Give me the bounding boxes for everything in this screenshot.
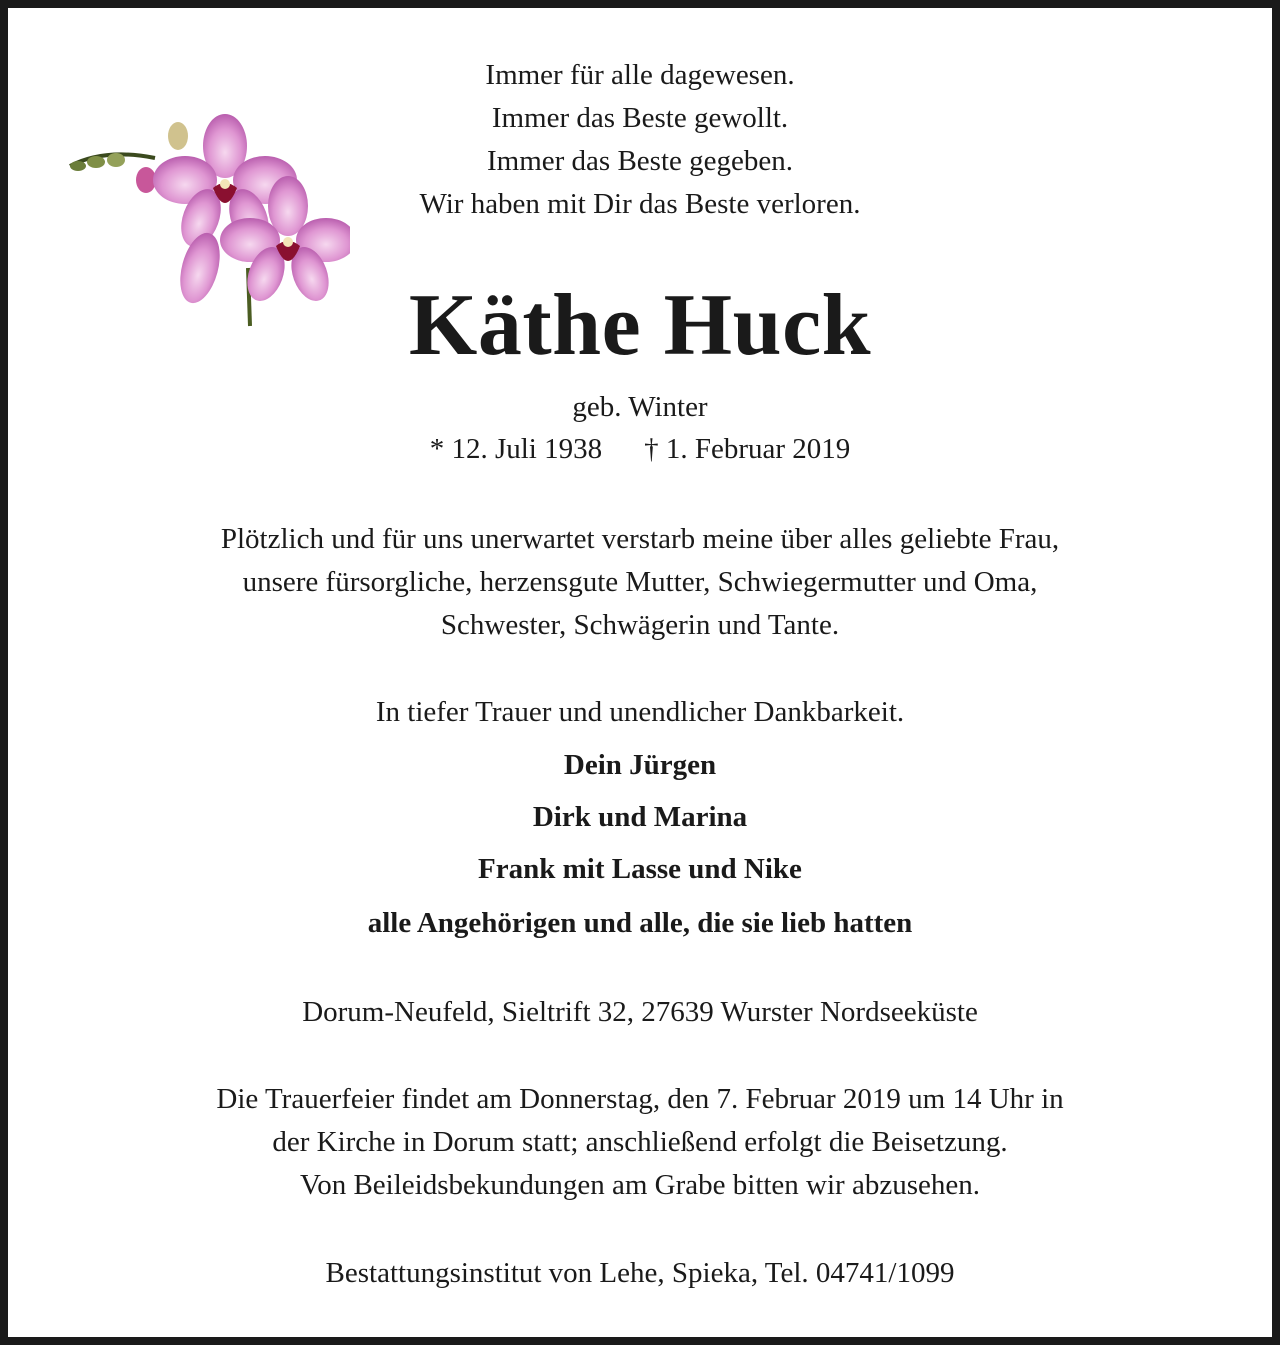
funeral-line-2: der Kirche in Dorum statt; anschließend erfolgt die Beisetzung. — [272, 1126, 1008, 1158]
maiden-name: geb. Winter — [572, 391, 708, 423]
mourner-4: alle Angehörigen und alle, die sie lieb hatten — [367, 907, 913, 939]
announcement-line-3: Schwester, Schwägerin und Tante. — [440, 609, 840, 641]
funeral-line-1: Die Trauerfeier findet am Donnerstag, den 7. Februar 2019 um 14 Uhr in — [216, 1083, 1064, 1115]
funeral-line-3: Von Beileidsbekundungen am Grabe bitten wir abzusehen. — [300, 1169, 980, 1201]
announcement-line-1: Plötzlich und für uns unerwartet verstarb meine über alles geliebte Frau, — [220, 523, 1060, 555]
verse-line-3: Immer das Beste gegeben. — [486, 145, 793, 177]
verse-line-1: Immer für alle dagewesen. — [485, 59, 795, 91]
birth-date: * 12. Juli 1938 — [429, 433, 603, 465]
verse-line-2: Immer das Beste gewollt. — [491, 102, 789, 134]
mourner-2: Dirk und Marina — [532, 801, 748, 833]
undertaker: Bestattungsinstitut von Lehe, Spieka, Tel. 04741/1099 — [325, 1257, 955, 1289]
announcement-line-2: unsere fürsorgliche, herzensgute Mutter, Schwiegermutter und Oma, — [242, 566, 1038, 598]
mourning-line: In tiefer Trauer und unendlicher Dankbarkeit. — [375, 696, 905, 728]
verse-line-4: Wir haben mit Dir das Beste verloren. — [419, 188, 861, 220]
life-dates — [8, 432, 1272, 466]
address: Dorum-Neufeld, Sieltrift 32, 27639 Wurster Nordseeküste — [302, 996, 978, 1028]
deceased-name: Käthe Huck — [408, 277, 872, 374]
mourner-3: Frank mit Lasse und Nike — [478, 853, 802, 885]
death-date: † 1. Februar 2019 — [644, 433, 851, 465]
mourner-1: Dein Jürgen — [563, 749, 717, 781]
